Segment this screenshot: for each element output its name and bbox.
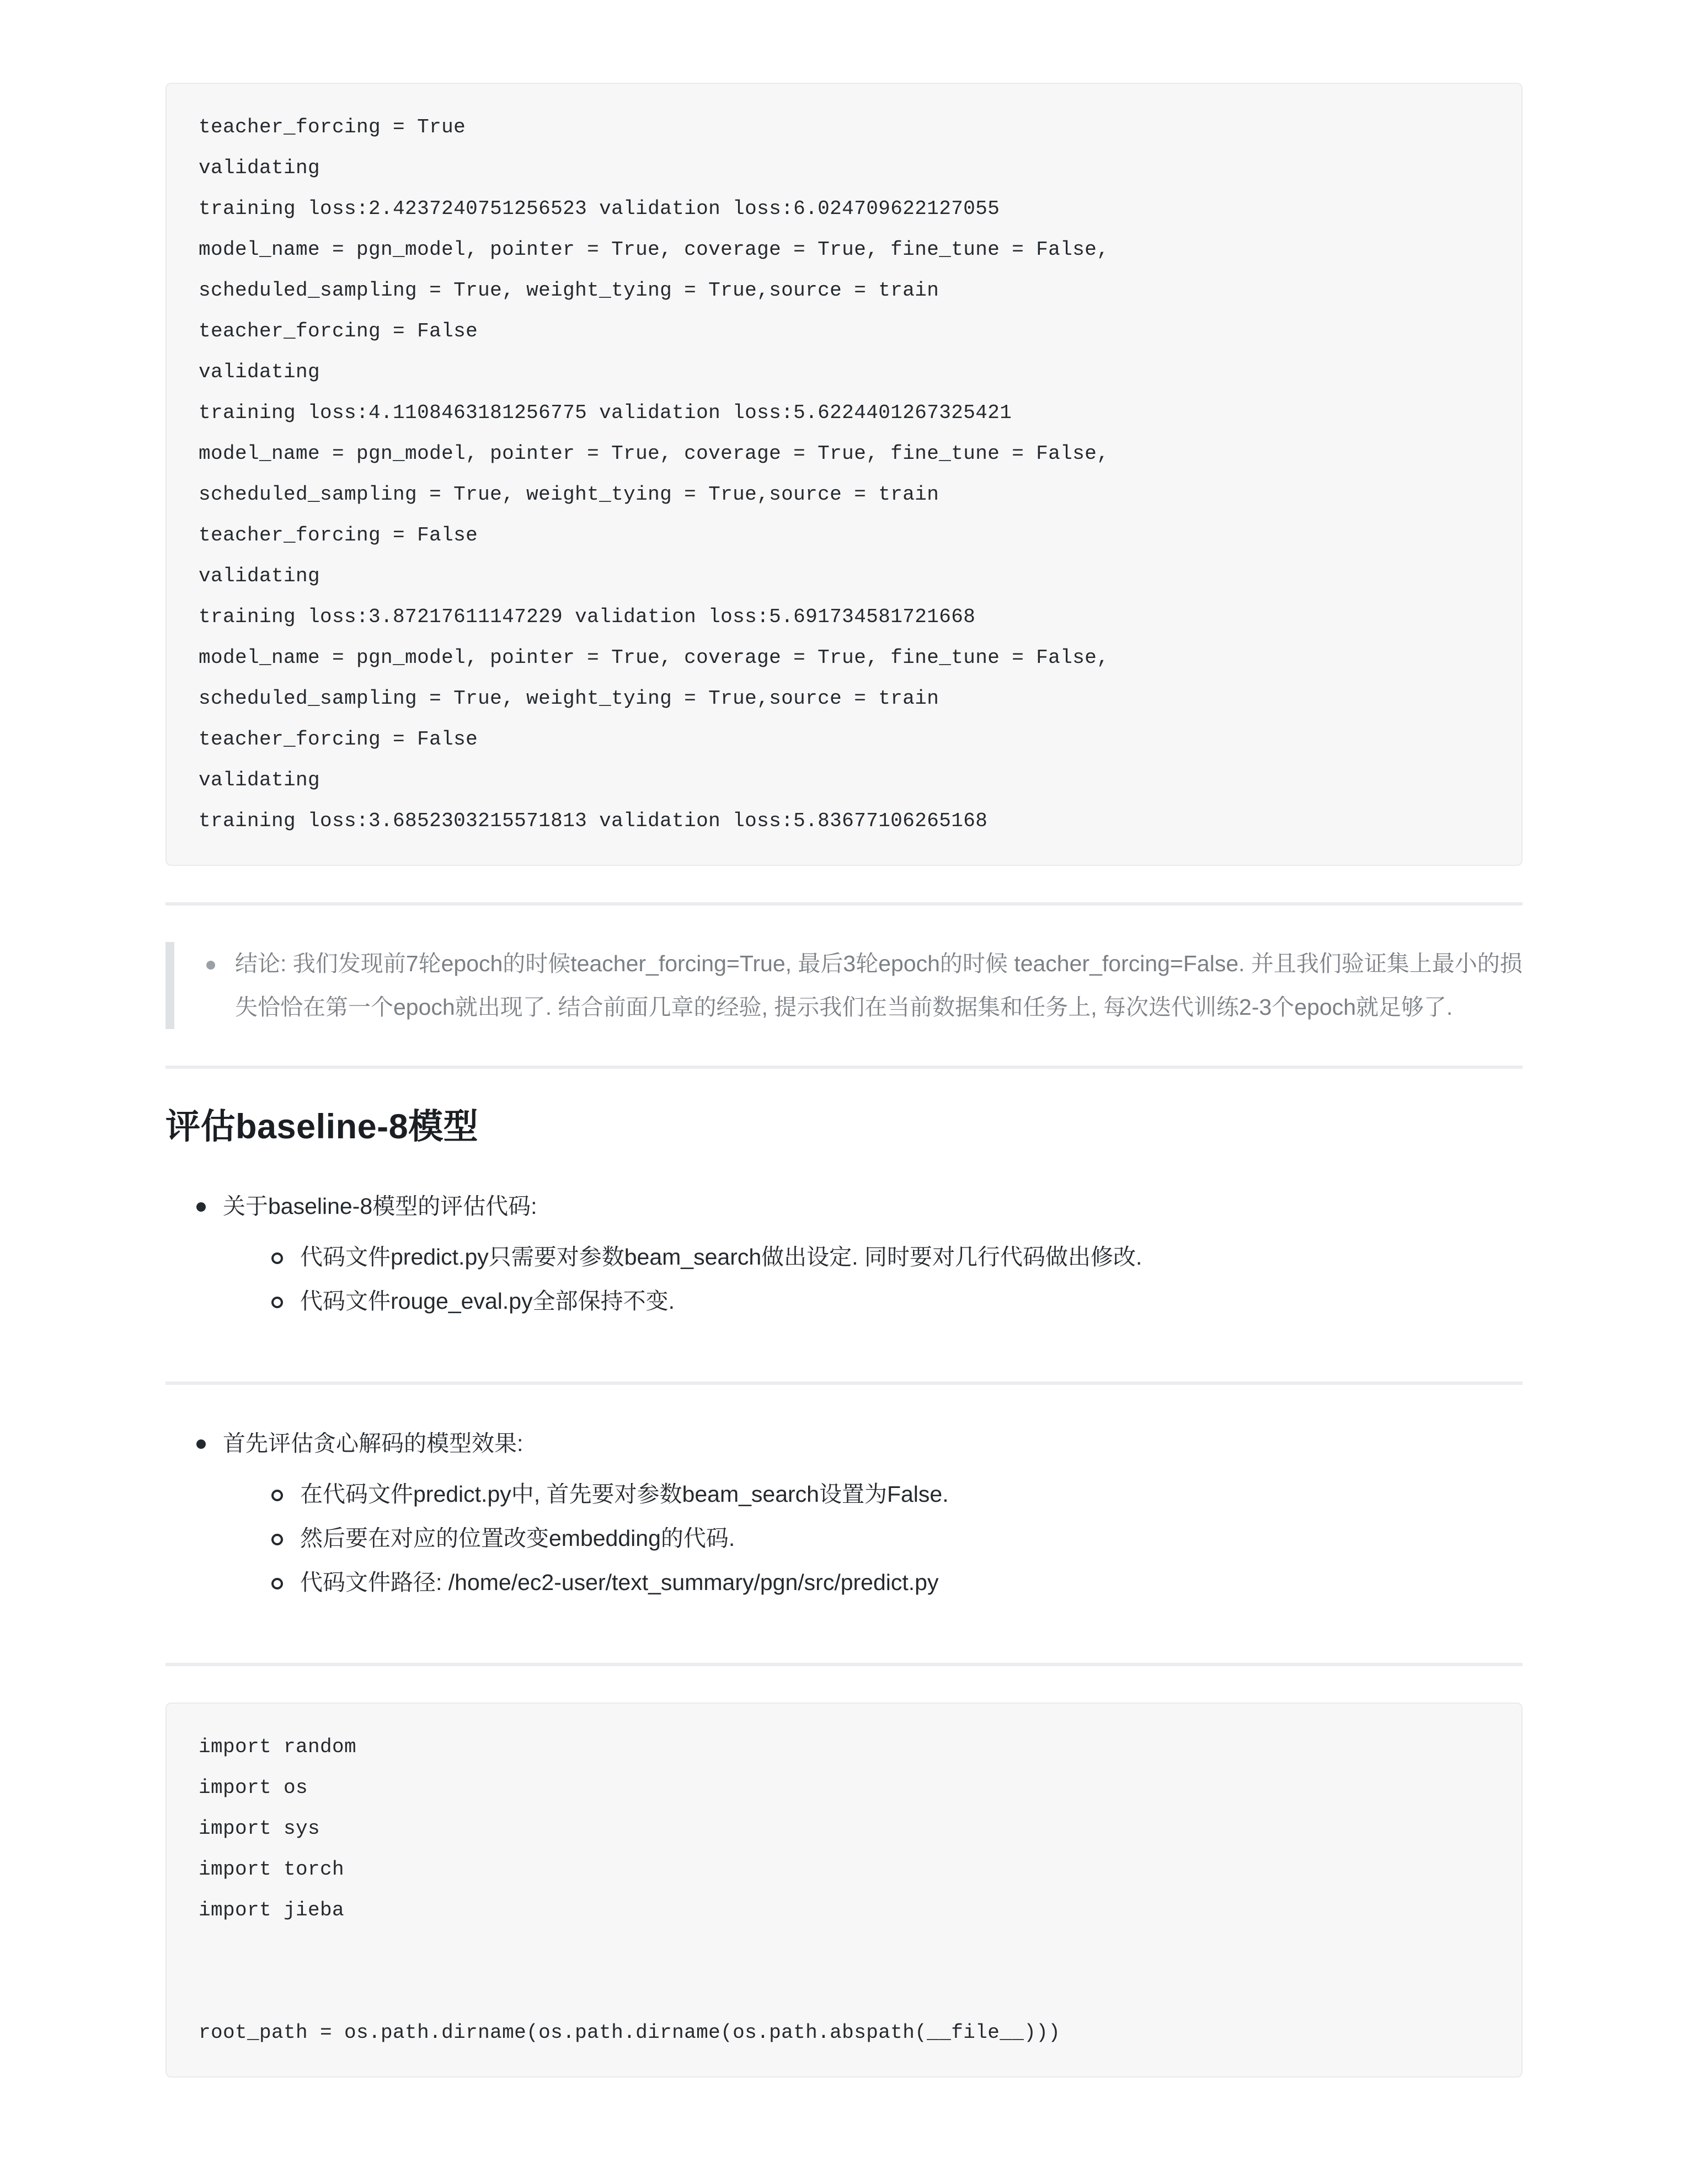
list-item bbox=[223, 1184, 1523, 1323]
code-line: training loss:3.87217611147229 validation loss:5.691734581721668 bbox=[199, 606, 976, 628]
code-line: import os bbox=[199, 1776, 308, 1799]
code-line: scheduled_sampling = True, weight_tying = True,source = train bbox=[199, 687, 939, 710]
divider bbox=[165, 1382, 1523, 1385]
code-line: model_name = pgn_model, pointer = True, coverage = True, fine_tune = False, bbox=[199, 646, 1109, 669]
list-item: 代码文件rouge_eval.py全部保持不变. bbox=[300, 1279, 1523, 1323]
list-item bbox=[223, 1421, 1523, 1604]
list-item: 结论: 我们发现前7轮epoch的时候teacher_forcing=True, 最后3轮epoch的时候 teacher_forcing=False. 并且我们验证集上最小的损失恰恰在第一个epoch就出现了. 结合前面几章的经验, 提示我们在当前数据集和任务上, 每次迭代训练2-3个epoch就足够了. bbox=[229, 942, 1523, 1029]
list-item: 代码文件路径: /home/ec2-user/text_summary/pgn/src/predict.py bbox=[300, 1560, 1523, 1604]
code-line: import torch bbox=[199, 1858, 345, 1881]
greedy-decode-sublist bbox=[223, 1472, 1523, 1604]
code-line: validating bbox=[199, 361, 320, 383]
code-line: root_path = os.path.dirname(os.path.dirname(os.path.abspath(__file__))) bbox=[199, 2021, 1061, 2044]
code-line: import random bbox=[199, 1735, 357, 1758]
code-line: validating bbox=[199, 565, 320, 587]
greedy-decode-list bbox=[165, 1421, 1523, 1604]
code-line: scheduled_sampling = True, weight_tying = True,source = train bbox=[199, 279, 939, 302]
list-item: 在代码文件predict.py中, 首先要对参数beam_search设置为False. bbox=[300, 1472, 1523, 1516]
code-line bbox=[199, 1972, 1494, 2012]
predict-code-block bbox=[165, 1703, 1523, 2078]
code-line: teacher_forcing = False bbox=[199, 320, 478, 342]
list-item: 然后要在对应的位置改变embedding的代码. bbox=[300, 1516, 1523, 1560]
list-item-label: 关于baseline-8模型的评估代码: bbox=[223, 1193, 537, 1219]
code-line: import jieba bbox=[199, 1898, 345, 1921]
page-title: 评估baseline-8模型 bbox=[165, 1107, 479, 1146]
divider bbox=[165, 1663, 1523, 1666]
code-line: training loss:2.4237240751256523 validation loss:6.024709622127055 bbox=[199, 197, 1000, 220]
code-line: teacher_forcing = False bbox=[199, 524, 478, 547]
code-line: model_name = pgn_model, pointer = True, coverage = True, fine_tune = False, bbox=[199, 238, 1109, 261]
predict-code bbox=[199, 1727, 1494, 2053]
training-log-code bbox=[199, 107, 1494, 842]
training-log-codeblock bbox=[165, 83, 1523, 866]
divider bbox=[165, 902, 1523, 906]
code-line: training loss:3.6852303215571813 validation loss:5.83677106265168 bbox=[199, 810, 988, 832]
code-line: validating bbox=[199, 769, 320, 791]
code-line bbox=[199, 1931, 1494, 1972]
evaluation-code-list bbox=[165, 1184, 1523, 1323]
conclusion-blockquote bbox=[165, 942, 1523, 1029]
code-line: model_name = pgn_model, pointer = True, coverage = True, fine_tune = False, bbox=[199, 442, 1109, 465]
divider bbox=[165, 1066, 1523, 1069]
evaluation-code-sublist bbox=[223, 1235, 1523, 1323]
conclusion-list bbox=[196, 942, 1523, 1029]
list-item-label: 首先评估贪心解码的模型效果: bbox=[223, 1430, 524, 1456]
code-line: training loss:4.1108463181256775 validation loss:5.6224401267325421 bbox=[199, 402, 1012, 424]
list-item: 代码文件predict.py只需要对参数beam_search做出设定. 同时要对几行代码做出修改. bbox=[300, 1235, 1523, 1279]
code-line: teacher_forcing = True bbox=[199, 116, 466, 138]
document-content bbox=[165, 0, 1523, 2078]
code-line: scheduled_sampling = True, weight_tying = True,source = train bbox=[199, 483, 939, 506]
code-line: validating bbox=[199, 157, 320, 179]
code-line: import sys bbox=[199, 1817, 320, 1840]
code-line: teacher_forcing = False bbox=[199, 728, 478, 751]
